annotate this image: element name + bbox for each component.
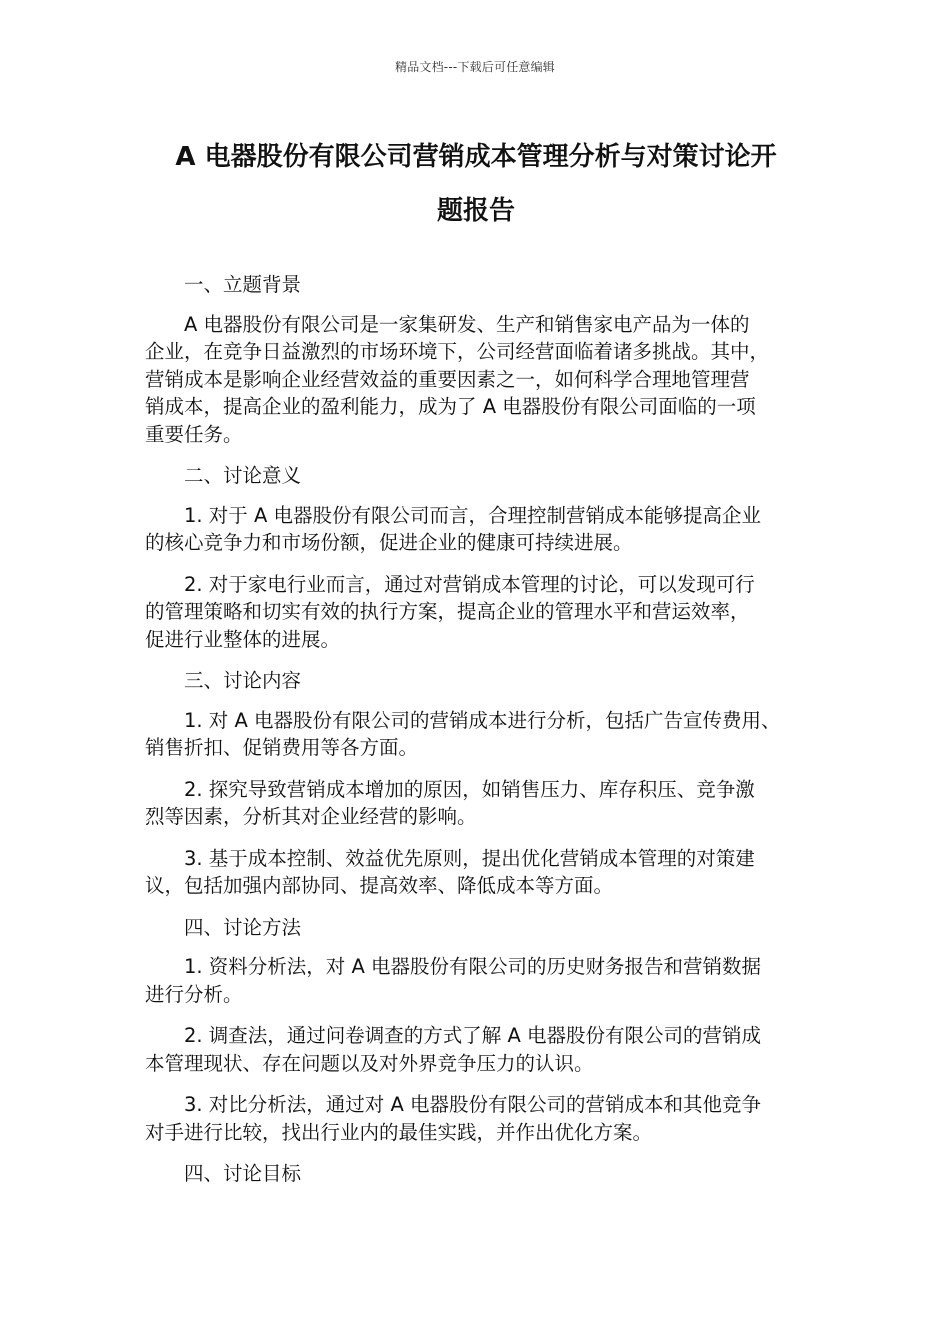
section-heading-background (145, 271, 810, 299)
paragraph-line: 烈等因素，分析其对企业经营的影响。 (145, 805, 477, 828)
paragraph-line: 1. 对于 A 电器股份有限公司而言，合理控制营销成本能够提高企业 (184, 503, 762, 527)
header-watermark: 精品文档---下载后可任意编辑 (395, 60, 555, 74)
section-heading-methods (145, 914, 810, 942)
section-heading-significance (145, 462, 810, 490)
section-heading-content (145, 667, 810, 695)
paragraph-line: 重要任务。 (145, 422, 243, 446)
paragraph-line: 2. 探究导致营销成本增加的原因，如销售压力、库存积压、竞争激 (184, 777, 755, 801)
paragraph-line: 3. 基于成本控制、效益优先原则，提出优化营销成本管理的对策建 (184, 846, 755, 870)
paragraph-line: 的管理策略和切实有效的执行方案，提高企业的管理水平和营运效率， (145, 600, 750, 623)
paragraph-line: 销成本，提高企业的盈利能力，成为了 A 电器股份有限公司面临的一项 (145, 395, 756, 418)
paragraph-line: 对手进行比较，找出行业内的最佳实践，并作出优化方案。 (145, 1120, 653, 1144)
paragraph-line: 2. 调查法，通过问卷调查的方式了解 A 电器股份有限公司的营销成 (184, 1024, 762, 1047)
section-heading-goals (145, 1160, 810, 1188)
document-title (145, 130, 807, 238)
paragraph-content-1 (145, 707, 810, 762)
paragraph-line: 销售折扣、促销费用等各方面。 (145, 736, 419, 759)
paragraph-line: 1. 对 A 电器股份有限公司的营销成本进行分析，包括广告宣传费用、 (184, 708, 781, 732)
paragraph-line: 促进行业整体的进展。 (145, 627, 341, 651)
paragraph-significance-1 (145, 502, 810, 557)
paragraph-background (145, 311, 810, 449)
paragraph-line: 3. 对比分析法，通过对 A 电器股份有限公司的营销成本和其他竞争 (184, 1093, 762, 1116)
paragraph-significance-2 (145, 571, 810, 654)
paragraph-line: 议，包括加强内部协同、提高效率、降低成本等方面。 (145, 874, 614, 897)
paragraph-line: 进行分析。 (145, 982, 243, 1006)
paragraph-methods-2 (145, 1022, 810, 1077)
paragraph-line: 1. 资料分析法，对 A 电器股份有限公司的历史财务报告和营销数据 (184, 955, 762, 978)
paragraph-line: 本管理现状、存在问题以及对外界竞争压力的认识。 (145, 1051, 594, 1075)
heading-text: 二、讨论意义 (184, 464, 302, 487)
paragraph-line: 2. 对于家电行业而言，通过对营销成本管理的讨论，可以发现可行 (184, 572, 755, 596)
heading-text: 四、讨论方法 (184, 915, 302, 939)
paragraph-line: 企业，在竞争日益激烈的市场环境下，公司经营面临着诸多挑战。其中， (145, 340, 770, 363)
paragraph-line: 营销成本是影响企业经营效益的重要因素之一，如何科学合理地管理营 (145, 367, 750, 391)
paragraph-content-3 (145, 845, 810, 900)
title-line-1: A 电器股份有限公司营销成本管理分析与对策讨论开 (175, 142, 777, 172)
heading-text: 四、讨论目标 (184, 1162, 302, 1185)
paragraph-line: 的核心竞争力和市场份额，促进企业的健康可持续进展。 (145, 531, 633, 554)
title-line-2: 题报告 (436, 196, 515, 226)
document-body (145, 271, 810, 1200)
paragraph-methods-3 (145, 1091, 810, 1146)
heading-text: 三、讨论内容 (184, 669, 302, 692)
paragraph-line: A 电器股份有限公司是一家集研发、生产和销售家电产品为一体的 (184, 312, 750, 336)
paragraph-methods-1 (145, 953, 810, 1008)
heading-text: 一、立题背景 (184, 273, 302, 296)
paragraph-content-2 (145, 776, 810, 831)
